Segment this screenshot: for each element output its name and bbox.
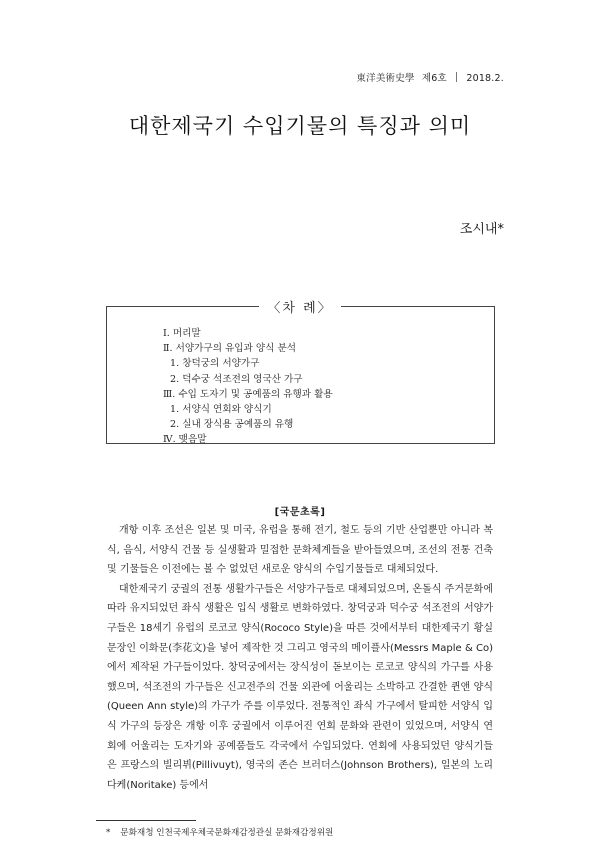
toc-list [163, 326, 333, 448]
abstract-paragraph: 개항 이후 조선은 일본 및 미국, 유럽을 통해 전기, 철도 등의 기반 산업뿐만 아니라 복식, 음식, 서양식 건물 등 실생활과 밀접한 문화체계들을 받아들였으며, 조선의 전통 건축 및 기물들은 이전에는 볼 수 없었던 새로운 양식의 수입기물들로 대체되었다. [107, 525, 493, 576]
footnote [106, 826, 333, 838]
journal-date: 2018.2. [466, 73, 504, 84]
header-divider [456, 72, 457, 82]
toc-subitem: 1. 서양식 연회와 양식기 [170, 404, 272, 416]
journal-header [356, 70, 504, 84]
toc-subitem: 2. 덕수궁 석조전의 영국산 가구 [170, 373, 303, 385]
abstract-heading: [국문초록] [274, 507, 326, 518]
journal-name: 東洋美術史學 [356, 73, 415, 84]
toc-heading-text: 〈차 례〉 [259, 301, 340, 316]
toc-subitem: 1. 창덕궁의 서양가구 [170, 358, 260, 370]
toc-subitem: 2. 실내 장식용 공예품의 유행 [170, 419, 294, 431]
paper-title: 대한제국기 수입기물의 특징과 의미 [128, 114, 472, 138]
footnote-rule [96, 820, 196, 821]
toc-heading [0, 297, 600, 316]
footnote-text: 문화재청 인천국제우체국문화재감정관실 문화재감정위원 [120, 828, 334, 838]
author-name: 조시내* [459, 222, 504, 237]
abstract-body [107, 521, 493, 795]
abstract-paragraph: 대한제국기 궁궐의 전통 생활가구들은 서양가구들로 대체되었으며, 온돌식 주거문화에 따라 유지되었던 좌식 생활은 입식 생활로 변화하였다. 창덕궁과 덕수궁 석조전의 서양가구들은 18세기 유럽의 로코코 양식(Rococo Style)을 따른 것에서부터 대한제국기 황실문장인 이화문(李花文)을 넣어 제작한 것 그리고 영국의 메이플사(Messrs Maple & Co)에서 제작된 가구들이었다. 창덕궁에서는 장식성이 돋보이는 로코코 양식의 가구를 사용했으며, 석조전의 가구들은 신고전주의 건물 외관에 어울리는 소박하고 간결한 퀸앤 양식(Queen Ann style)의 가구가 주를 이루었다. 전통적인 좌식 가구에서 탈피한 서양식 입식 가구의 등장은 개항 이후 궁궐에서 이루어진 연회 문화와 관련이 있었으며, 서양식 연회에 어울리는 도자기와 공예품들도 각국에서 수입되었다. 연회에 사용되었던 양식기들은 프랑스의 빌리뷔(Pillivuyt), 영국의 존슨 브러더스(Johnson Brothers), 일본의 노리다케(Noritake) 등에서 [107, 583, 493, 791]
toc-item: Ⅲ. 수입 도자기 및 공예품의 유행과 활용 [163, 388, 333, 400]
toc-item: Ⅱ. 서양가구의 유입과 양식 분석 [163, 343, 296, 355]
toc-item: Ⅳ. 맺음말 [163, 434, 207, 446]
toc-item: Ⅰ. 머리말 [163, 328, 201, 339]
journal-issue: 제6호 [421, 73, 447, 84]
footnote-mark: * [106, 828, 111, 838]
